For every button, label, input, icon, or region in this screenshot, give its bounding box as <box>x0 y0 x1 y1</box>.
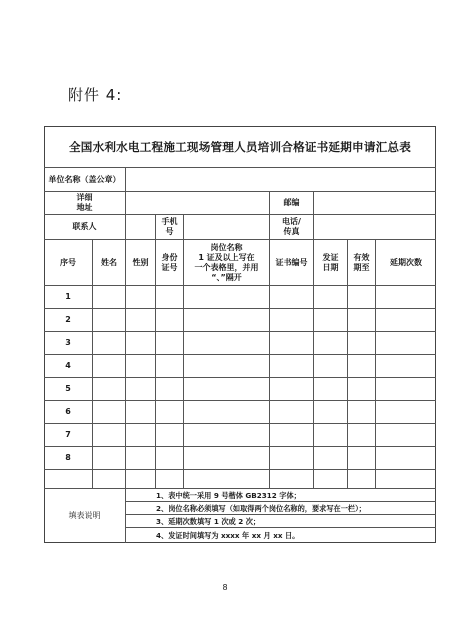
data-cell <box>313 469 347 488</box>
data-cell <box>155 354 183 377</box>
data-cell <box>347 308 375 331</box>
data-cell <box>375 423 436 446</box>
data-cell <box>347 331 375 354</box>
phone-fax-label: 电话/ 传真 <box>269 214 313 239</box>
page-number: 8 <box>222 583 228 592</box>
phone-fax-value <box>313 214 436 239</box>
address-label: 详细 地址 <box>44 191 125 214</box>
form-title: 全国水利水电工程施工现场管理人员培训合格证书延期申请汇总表 <box>68 140 412 154</box>
column-header-position: 岗位名称 1 证及以上写在 一个表格里，并用 “、”隔开 <box>183 239 269 285</box>
data-cell <box>375 285 436 308</box>
column-header-seq: 序号 <box>44 239 92 285</box>
data-cell <box>375 308 436 331</box>
data-cell <box>347 446 375 469</box>
row-number: 3 <box>44 331 92 354</box>
data-cell <box>125 308 155 331</box>
data-cell <box>269 331 313 354</box>
row-number: 1 <box>44 285 92 308</box>
data-cell <box>125 446 155 469</box>
column-header-issue-date: 发证 日期 <box>313 239 347 285</box>
row-number <box>44 469 92 488</box>
data-cell <box>313 285 347 308</box>
note-item: 1、表中统一采用 9 号楷体 GB2312 字体； <box>125 488 436 501</box>
data-cell <box>183 331 269 354</box>
data-cell <box>155 400 183 423</box>
data-cell <box>125 285 155 308</box>
data-cell <box>269 423 313 446</box>
data-cell <box>155 423 183 446</box>
data-cell <box>92 469 125 488</box>
data-cell <box>375 377 436 400</box>
contact-label: 联系人 <box>44 214 125 239</box>
data-cell <box>347 469 375 488</box>
data-cell <box>155 469 183 488</box>
data-cell <box>347 354 375 377</box>
data-cell <box>92 354 125 377</box>
data-cell <box>269 469 313 488</box>
mobile-label: 手机 号 <box>155 214 183 239</box>
data-cell <box>347 400 375 423</box>
note-item: 4、发证时间填写为 xxxx 年 xx 月 xx 日。 <box>125 527 436 543</box>
data-cell <box>313 423 347 446</box>
column-header-cert-no: 证书编号 <box>269 239 313 285</box>
postcode-label: 邮编 <box>269 191 313 214</box>
data-cell <box>125 377 155 400</box>
data-cell <box>183 308 269 331</box>
row-number: 8 <box>44 446 92 469</box>
data-cell <box>313 377 347 400</box>
data-cell <box>347 423 375 446</box>
data-cell <box>125 469 155 488</box>
data-cell <box>92 331 125 354</box>
data-cell <box>313 446 347 469</box>
notes-label: 填表说明 <box>44 488 125 543</box>
data-cell <box>155 285 183 308</box>
data-cell <box>183 285 269 308</box>
data-cell <box>125 331 155 354</box>
data-cell <box>269 308 313 331</box>
unit-name-label: 单位名称（盖公章） <box>44 167 125 191</box>
data-cell <box>375 331 436 354</box>
data-cell <box>313 331 347 354</box>
data-cell <box>183 377 269 400</box>
row-number: 7 <box>44 423 92 446</box>
data-cell <box>269 354 313 377</box>
data-cell <box>269 285 313 308</box>
data-cell <box>269 446 313 469</box>
column-header-name: 姓名 <box>92 239 125 285</box>
column-header-id-no: 身份 证号 <box>155 239 183 285</box>
data-cell <box>313 354 347 377</box>
data-cell <box>125 354 155 377</box>
data-cell <box>375 354 436 377</box>
data-cell <box>92 377 125 400</box>
note-item: 2、岗位名称必须填写（如取得两个岗位名称的，要求写在一栏）； <box>125 501 436 514</box>
row-number: 6 <box>44 400 92 423</box>
column-header-valid-until: 有效 期至 <box>347 239 375 285</box>
data-cell <box>347 377 375 400</box>
column-header-extensions: 延期次数 <box>375 239 436 285</box>
data-cell <box>92 446 125 469</box>
data-cell <box>92 308 125 331</box>
note-item: 3、延期次数填写 1 次或 2 次； <box>125 514 436 527</box>
data-cell <box>183 446 269 469</box>
data-cell <box>375 400 436 423</box>
data-cell <box>347 285 375 308</box>
data-cell <box>375 446 436 469</box>
data-cell <box>183 400 269 423</box>
summary-table <box>44 167 436 543</box>
postcode-value <box>313 191 436 214</box>
data-cell <box>155 377 183 400</box>
data-cell <box>155 331 183 354</box>
mobile-value <box>183 214 269 239</box>
data-cell <box>155 308 183 331</box>
data-cell <box>313 308 347 331</box>
data-cell <box>269 377 313 400</box>
data-cell <box>125 400 155 423</box>
contact-value <box>125 214 155 239</box>
data-cell <box>92 285 125 308</box>
data-cell <box>92 423 125 446</box>
unit-name-value <box>125 167 436 191</box>
data-cell <box>313 400 347 423</box>
data-cell <box>183 354 269 377</box>
row-number: 4 <box>44 354 92 377</box>
row-number: 5 <box>44 377 92 400</box>
data-cell <box>269 400 313 423</box>
column-header-gender: 性别 <box>125 239 155 285</box>
data-cell <box>125 423 155 446</box>
attachment-label: 附件 4: <box>68 86 123 104</box>
data-cell <box>155 446 183 469</box>
data-cell <box>183 423 269 446</box>
data-cell <box>183 469 269 488</box>
data-cell <box>375 469 436 488</box>
data-cell <box>92 400 125 423</box>
address-value <box>125 191 269 214</box>
row-number: 2 <box>44 308 92 331</box>
